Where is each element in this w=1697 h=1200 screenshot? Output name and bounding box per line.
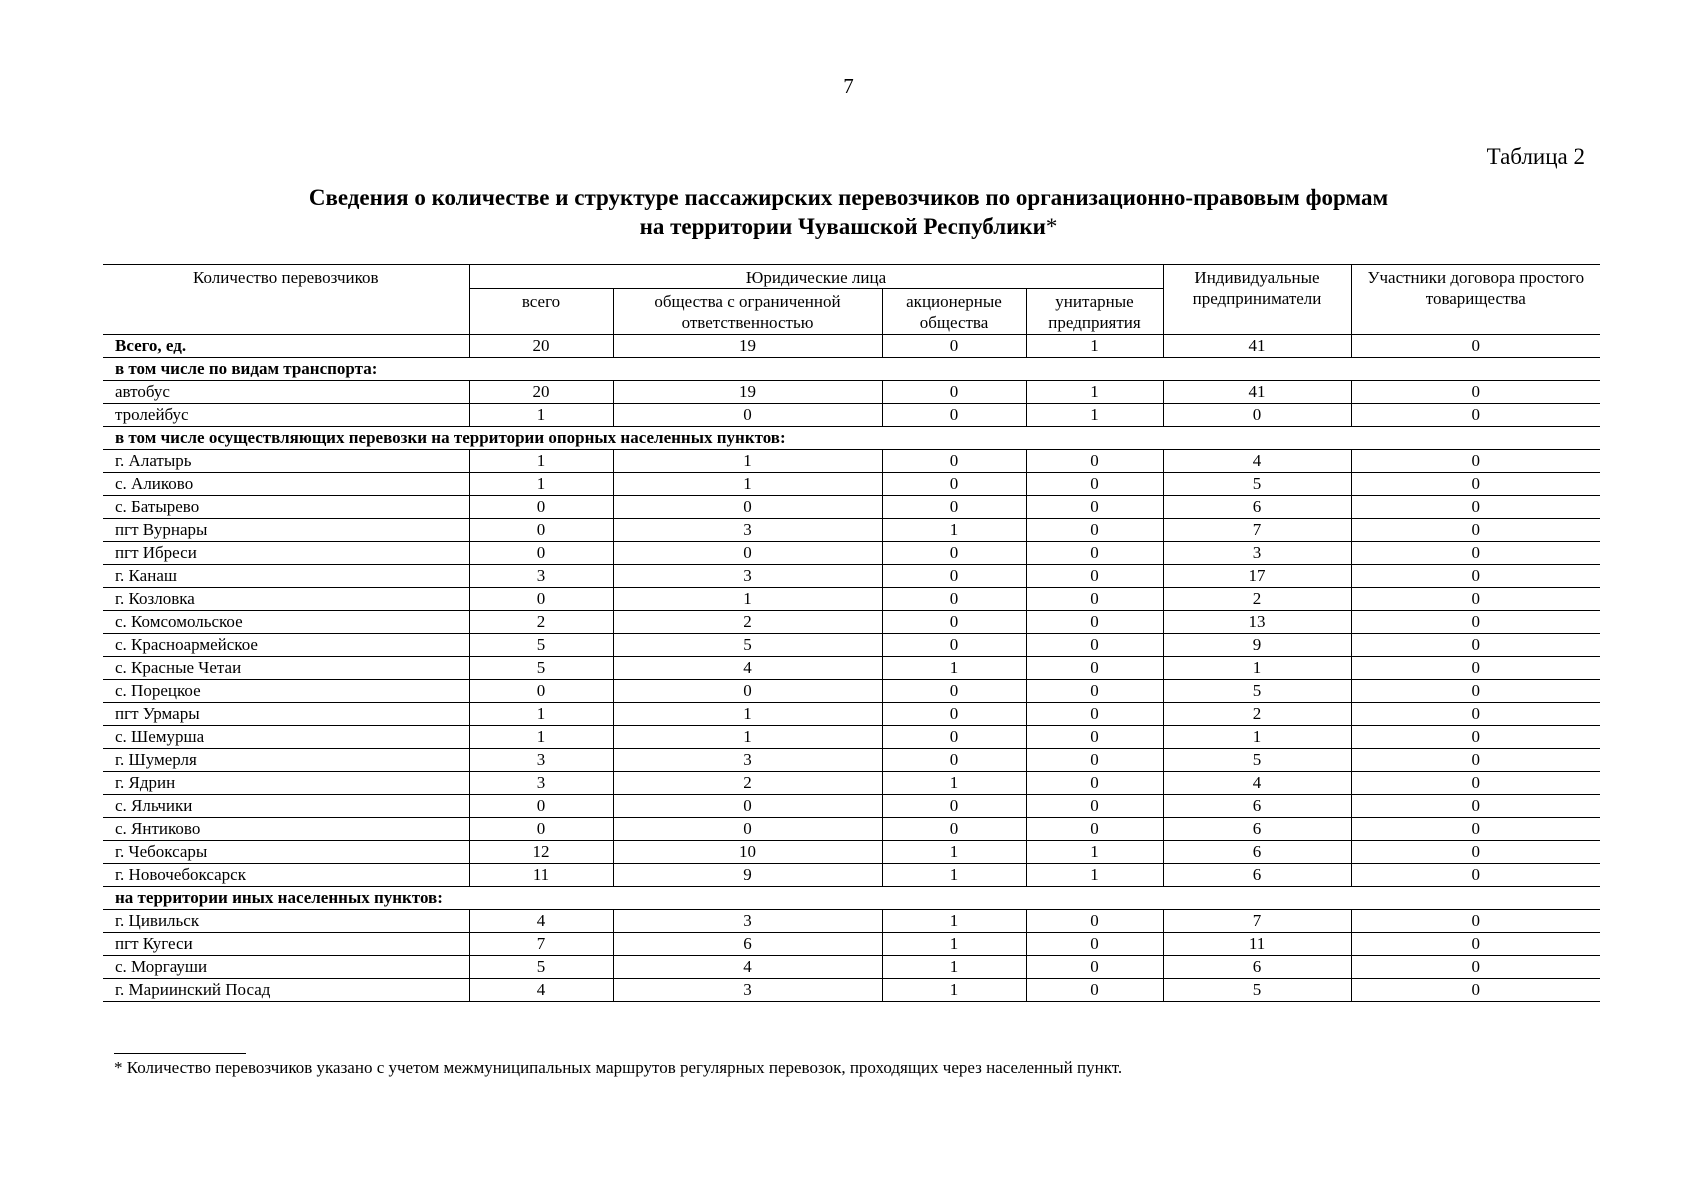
value-cell: 6 <box>613 933 882 956</box>
value-cell: 0 <box>1351 381 1600 404</box>
table-row <box>103 818 1600 841</box>
table-row <box>103 703 1600 726</box>
document-title <box>100 183 1597 241</box>
value-cell: 0 <box>1351 450 1600 473</box>
value-cell: 1 <box>882 956 1026 979</box>
value-cell: 0 <box>469 542 613 565</box>
value-cell: 0 <box>1351 611 1600 634</box>
value-cell: 0 <box>469 496 613 519</box>
value-cell: 17 <box>1163 565 1351 588</box>
value-cell: 0 <box>882 450 1026 473</box>
value-cell: 0 <box>882 703 1026 726</box>
value-cell: 3 <box>613 910 882 933</box>
value-cell: 0 <box>613 496 882 519</box>
value-cell: 0 <box>1351 795 1600 818</box>
value-cell: 10 <box>613 841 882 864</box>
table-row <box>103 450 1600 473</box>
value-cell: 0 <box>1351 634 1600 657</box>
value-cell: 3 <box>613 519 882 542</box>
value-cell: 6 <box>1163 841 1351 864</box>
value-cell: 0 <box>882 496 1026 519</box>
value-cell: 19 <box>613 335 882 358</box>
value-cell: 0 <box>882 473 1026 496</box>
value-cell: 0 <box>1351 404 1600 427</box>
value-cell: 0 <box>1026 657 1163 680</box>
value-cell: 3 <box>469 772 613 795</box>
value-cell: 2 <box>613 611 882 634</box>
value-cell: 5 <box>1163 473 1351 496</box>
header-partnership-participants: Участники договора простого товарищества <box>1351 265 1600 335</box>
value-cell: 0 <box>1026 933 1163 956</box>
table-row <box>103 864 1600 887</box>
value-cell: 4 <box>469 910 613 933</box>
row-label: Всего, ед. <box>103 335 469 358</box>
value-cell: 0 <box>1026 611 1163 634</box>
value-cell: 0 <box>882 795 1026 818</box>
header-unitary: унитарные предприятия <box>1026 289 1163 335</box>
value-cell: 0 <box>1026 588 1163 611</box>
value-cell: 0 <box>1351 496 1600 519</box>
table-row <box>103 588 1600 611</box>
row-label: г. Ядрин <box>103 772 469 795</box>
value-cell: 0 <box>1026 818 1163 841</box>
value-cell: 6 <box>1163 795 1351 818</box>
table-row <box>103 795 1600 818</box>
section-title: в том числе по видам транспорта: <box>103 358 1600 381</box>
value-cell: 0 <box>882 818 1026 841</box>
value-cell: 0 <box>882 588 1026 611</box>
value-cell: 7 <box>1163 519 1351 542</box>
value-cell: 5 <box>1163 680 1351 703</box>
value-cell: 0 <box>469 680 613 703</box>
value-cell: 0 <box>1026 519 1163 542</box>
value-cell: 1 <box>469 703 613 726</box>
value-cell: 6 <box>1163 956 1351 979</box>
value-cell: 0 <box>1163 404 1351 427</box>
value-cell: 1 <box>1026 381 1163 404</box>
value-cell: 3 <box>613 979 882 1002</box>
value-cell: 0 <box>613 404 882 427</box>
table-row <box>103 335 1600 358</box>
value-cell: 5 <box>1163 979 1351 1002</box>
value-cell: 0 <box>1351 657 1600 680</box>
section-row <box>103 887 1600 910</box>
row-label: г. Козловка <box>103 588 469 611</box>
row-label: с. Порецкое <box>103 680 469 703</box>
table-row <box>103 772 1600 795</box>
value-cell: 13 <box>1163 611 1351 634</box>
value-cell: 0 <box>1351 864 1600 887</box>
value-cell: 3 <box>469 749 613 772</box>
value-cell: 0 <box>1351 956 1600 979</box>
row-label: г. Новочебоксарск <box>103 864 469 887</box>
value-cell: 3 <box>469 565 613 588</box>
row-label: автобус <box>103 381 469 404</box>
value-cell: 3 <box>1163 542 1351 565</box>
value-cell: 0 <box>1351 818 1600 841</box>
value-cell: 4 <box>613 956 882 979</box>
value-cell: 0 <box>882 611 1026 634</box>
value-cell: 0 <box>469 519 613 542</box>
header-jsc: акционерные общества <box>882 289 1026 335</box>
value-cell: 0 <box>882 565 1026 588</box>
value-cell: 1 <box>882 519 1026 542</box>
value-cell: 2 <box>469 611 613 634</box>
row-label: пгт Вурнары <box>103 519 469 542</box>
value-cell: 19 <box>613 381 882 404</box>
value-cell: 0 <box>1026 910 1163 933</box>
header-llc: общества с ограниченной ответственностью <box>613 289 882 335</box>
row-label: с. Яльчики <box>103 795 469 818</box>
value-cell: 5 <box>469 634 613 657</box>
value-cell: 0 <box>1026 565 1163 588</box>
row-label: с. Комсомольское <box>103 611 469 634</box>
value-cell: 3 <box>613 565 882 588</box>
value-cell: 41 <box>1163 335 1351 358</box>
value-cell: 0 <box>1351 979 1600 1002</box>
table-row <box>103 496 1600 519</box>
section-row <box>103 358 1600 381</box>
row-label: с. Красные Четаи <box>103 657 469 680</box>
table-row <box>103 542 1600 565</box>
title-line-1: Сведения о количестве и структуре пассажирских перевозчиков по организационно-правовым формам <box>308 185 1389 210</box>
table-row <box>103 611 1600 634</box>
table-row <box>103 680 1600 703</box>
value-cell: 0 <box>1026 542 1163 565</box>
table-row <box>103 473 1600 496</box>
value-cell: 1 <box>1026 404 1163 427</box>
row-label: с. Янтиково <box>103 818 469 841</box>
value-cell: 20 <box>469 381 613 404</box>
row-label: пгт Ибреси <box>103 542 469 565</box>
table-row <box>103 381 1600 404</box>
value-cell: 0 <box>1351 910 1600 933</box>
value-cell: 0 <box>1351 726 1600 749</box>
title-footnote-mark: * <box>1045 214 1058 239</box>
table-label: Таблица 2 <box>1486 144 1585 169</box>
value-cell: 1 <box>613 703 882 726</box>
value-cell: 1 <box>469 473 613 496</box>
table-row <box>103 979 1600 1002</box>
row-label: г. Мариинский Посад <box>103 979 469 1002</box>
value-cell: 1 <box>613 473 882 496</box>
row-label: тролейбус <box>103 404 469 427</box>
value-cell: 1 <box>469 726 613 749</box>
value-cell: 5 <box>1163 749 1351 772</box>
value-cell: 6 <box>1163 818 1351 841</box>
value-cell: 9 <box>1163 634 1351 657</box>
value-cell: 0 <box>1026 473 1163 496</box>
value-cell: 0 <box>1351 335 1600 358</box>
value-cell: 0 <box>1026 496 1163 519</box>
footnote: * Количество перевозчиков указано с учетом межмуниципальных маршрутов регулярных перевозок, проходящих через населенный пункт. <box>114 1058 1123 1077</box>
value-cell: 4 <box>613 657 882 680</box>
value-cell: 0 <box>1351 749 1600 772</box>
title-line-2 <box>100 212 1597 241</box>
value-cell: 0 <box>1026 634 1163 657</box>
table-row <box>103 841 1600 864</box>
row-label: г. Цивильск <box>103 910 469 933</box>
value-cell: 0 <box>1351 473 1600 496</box>
header-individual-entrepreneurs: Индивидуальные предприниматели <box>1163 265 1351 335</box>
table-row <box>103 933 1600 956</box>
value-cell: 0 <box>1351 933 1600 956</box>
value-cell: 11 <box>1163 933 1351 956</box>
row-label: пгт Урмары <box>103 703 469 726</box>
value-cell: 0 <box>1351 841 1600 864</box>
value-cell: 1 <box>882 910 1026 933</box>
table-row <box>103 565 1600 588</box>
value-cell: 0 <box>1026 979 1163 1002</box>
value-cell: 0 <box>1351 588 1600 611</box>
row-label: г. Шумерля <box>103 749 469 772</box>
value-cell: 12 <box>469 841 613 864</box>
value-cell: 0 <box>1026 795 1163 818</box>
row-label: с. Аликово <box>103 473 469 496</box>
value-cell: 0 <box>469 795 613 818</box>
value-cell: 1 <box>882 933 1026 956</box>
value-cell: 41 <box>1163 381 1351 404</box>
title-line-2-text: на территории Чувашской Республики <box>639 214 1046 239</box>
value-cell: 0 <box>1351 519 1600 542</box>
value-cell: 0 <box>882 749 1026 772</box>
table-row <box>103 657 1600 680</box>
value-cell: 0 <box>1026 726 1163 749</box>
value-cell: 2 <box>613 772 882 795</box>
value-cell: 2 <box>1163 703 1351 726</box>
value-cell: 0 <box>882 542 1026 565</box>
value-cell: 0 <box>882 404 1026 427</box>
value-cell: 0 <box>1026 772 1163 795</box>
value-cell: 1 <box>613 726 882 749</box>
table-row <box>103 404 1600 427</box>
value-cell: 0 <box>1026 450 1163 473</box>
table-body <box>103 335 1600 1002</box>
value-cell: 0 <box>882 335 1026 358</box>
value-cell: 0 <box>1351 703 1600 726</box>
page-number: 7 <box>843 74 854 98</box>
table-row <box>103 910 1600 933</box>
section-title: в том числе осуществляющих перевозки на территории опорных населенных пунктов: <box>103 427 1600 450</box>
value-cell: 0 <box>882 680 1026 703</box>
value-cell: 0 <box>882 726 1026 749</box>
section-title: на территории иных населенных пунктов: <box>103 887 1600 910</box>
value-cell: 4 <box>469 979 613 1002</box>
value-cell: 0 <box>1026 749 1163 772</box>
value-cell: 1 <box>469 404 613 427</box>
row-label: с. Шемурша <box>103 726 469 749</box>
row-label: г. Чебоксары <box>103 841 469 864</box>
value-cell: 1 <box>882 864 1026 887</box>
header-total: всего <box>469 289 613 335</box>
value-cell: 0 <box>1351 772 1600 795</box>
value-cell: 11 <box>469 864 613 887</box>
row-label: с. Батырево <box>103 496 469 519</box>
value-cell: 5 <box>613 634 882 657</box>
value-cell: 2 <box>1163 588 1351 611</box>
value-cell: 0 <box>882 381 1026 404</box>
value-cell: 0 <box>1351 565 1600 588</box>
footnote-rule <box>114 1053 246 1054</box>
row-label: г. Канаш <box>103 565 469 588</box>
row-label: г. Алатырь <box>103 450 469 473</box>
value-cell: 0 <box>1026 680 1163 703</box>
value-cell: 0 <box>1351 542 1600 565</box>
table-row <box>103 749 1600 772</box>
value-cell: 7 <box>469 933 613 956</box>
value-cell: 1 <box>1026 841 1163 864</box>
value-cell: 7 <box>1163 910 1351 933</box>
value-cell: 1 <box>882 657 1026 680</box>
value-cell: 6 <box>1163 864 1351 887</box>
value-cell: 0 <box>613 542 882 565</box>
value-cell: 1 <box>1163 726 1351 749</box>
value-cell: 0 <box>1026 956 1163 979</box>
value-cell: 1 <box>882 841 1026 864</box>
header-legal-entities: Юридические лица <box>469 265 1163 289</box>
value-cell: 4 <box>1163 772 1351 795</box>
value-cell: 1 <box>882 772 1026 795</box>
value-cell: 0 <box>1026 703 1163 726</box>
header-carriers-count: Количество перевозчиков <box>103 265 469 335</box>
table-row <box>103 956 1600 979</box>
table-row <box>103 726 1600 749</box>
value-cell: 1 <box>882 979 1026 1002</box>
row-label: пгт Кугеси <box>103 933 469 956</box>
value-cell: 1 <box>1163 657 1351 680</box>
value-cell: 1 <box>1026 335 1163 358</box>
value-cell: 6 <box>1163 496 1351 519</box>
table-row <box>103 634 1600 657</box>
value-cell: 5 <box>469 657 613 680</box>
value-cell: 0 <box>469 818 613 841</box>
value-cell: 1 <box>1026 864 1163 887</box>
value-cell: 0 <box>613 795 882 818</box>
table-row <box>103 519 1600 542</box>
value-cell: 0 <box>882 634 1026 657</box>
value-cell: 0 <box>469 588 613 611</box>
row-label: с. Красноармейское <box>103 634 469 657</box>
value-cell: 9 <box>613 864 882 887</box>
value-cell: 0 <box>1351 680 1600 703</box>
value-cell: 0 <box>613 818 882 841</box>
value-cell: 1 <box>613 588 882 611</box>
value-cell: 5 <box>469 956 613 979</box>
section-row <box>103 427 1600 450</box>
value-cell: 20 <box>469 335 613 358</box>
value-cell: 1 <box>469 450 613 473</box>
carriers-table <box>103 264 1600 1002</box>
value-cell: 4 <box>1163 450 1351 473</box>
value-cell: 3 <box>613 749 882 772</box>
value-cell: 1 <box>613 450 882 473</box>
row-label: с. Моргауши <box>103 956 469 979</box>
value-cell: 0 <box>613 680 882 703</box>
